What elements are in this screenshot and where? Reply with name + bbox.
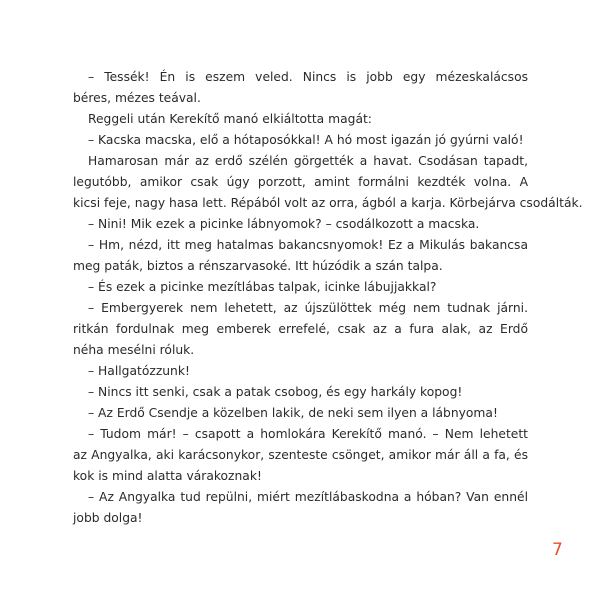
text-line: – Az Erdő Csendje a közelben lakik, de neki sem ilyen a lábnyoma! <box>88 406 498 420</box>
text-line: jobb dolga! <box>73 511 143 525</box>
text-line: – Kacska macska, elő a hótaposókkal! A hó most igazán jó gyúrni való! <box>88 133 524 147</box>
text-line: Reggeli után Kerekítő manó elkiáltotta magát: <box>88 112 372 126</box>
text-line: kicsi feje, nagy hasa lett. Répából volt az orra, ágból a karja. Körbejárva csodálták. <box>73 196 583 210</box>
text-line: – Tessék! Én is eszem veled. Nincs is jobb egy mézeskalácsos <box>88 70 528 84</box>
text-line: néha mesélni róluk. <box>73 343 195 357</box>
text-line: Hamarosan már az erdő szélén görgették a havat. Csodásan tapadt, <box>88 154 528 168</box>
text-line: meg paták, biztos a rénszarvasoké. Itt húzódik a szán talpa. <box>73 259 443 273</box>
text-line: – És ezek a picinke mezítlábas talpak, icinke lábujjakkal? <box>88 280 437 294</box>
text-line: – Hm, nézd, itt meg hatalmas bakancsnyomok! Ez a Mikulás bakancsa <box>88 238 528 252</box>
text-line: legutóbb, amikor csak úgy porzott, amint formálni kezdték volna. A <box>73 175 528 189</box>
body-text <box>73 67 583 529</box>
text-line: – Tudom már! – csapott a homlokára Kerekítő manó. – Nem lehetett <box>88 427 528 441</box>
text-line: az Angyalka, aki karácsonykor, szenteste csönget, amikor már áll a fa, és <box>73 448 528 462</box>
text-line: ritkán fordulnak meg emberek errefelé, csak az a fura alak, az Erdő <box>73 322 528 336</box>
text-line: – Nincs itt senki, csak a patak csobog, és egy harkály kopog! <box>88 385 463 399</box>
text-line: – Embergyerek nem lehetett, az újszülöttek még nem tudnak járni. <box>88 301 528 315</box>
text-line: – Nini! Mik ezek a picinke lábnyomok? – csodálkozott a macska. <box>88 217 480 231</box>
text-line: – Az Angyalka tud repülni, miért mezítlábaskodna a hóban? Van ennél <box>88 490 528 504</box>
text-line: kok is mind alatta várakoznak! <box>73 469 262 483</box>
text-line: béres, mézes teával. <box>73 91 201 105</box>
page-number: 7 <box>552 540 563 560</box>
text-line: – Hallgatózzunk! <box>88 364 190 378</box>
